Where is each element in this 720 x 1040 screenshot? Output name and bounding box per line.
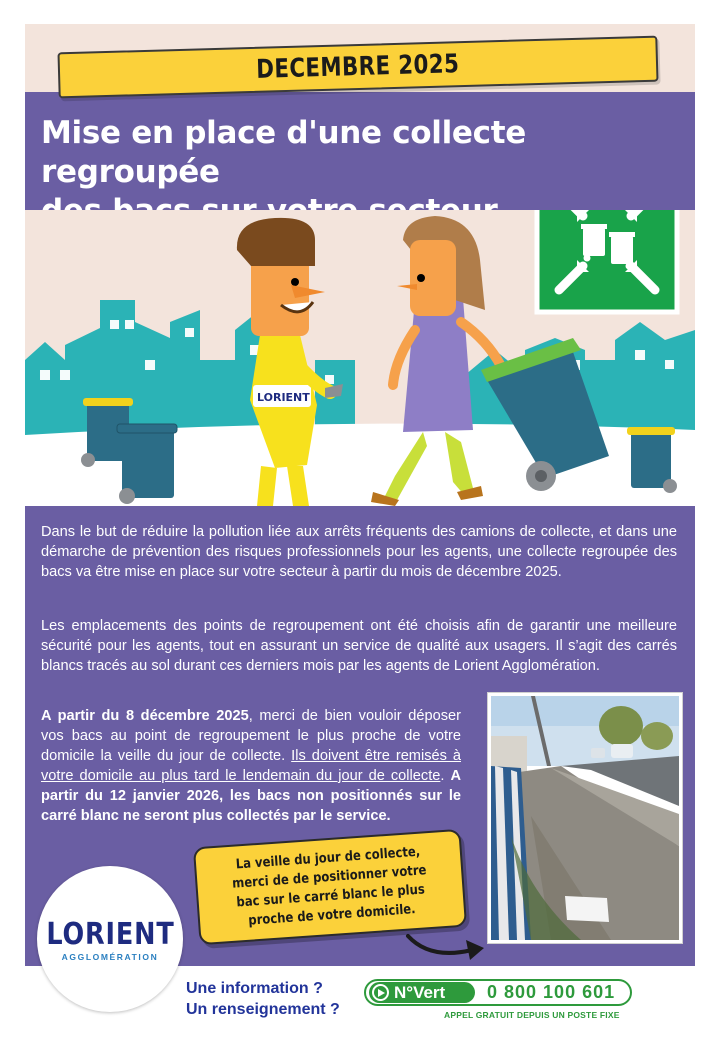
- gathering-point-sign-icon: [537, 210, 677, 312]
- phone-number: 0 800 100 601: [487, 982, 616, 1002]
- info-question-line1: Une information ?: [186, 980, 323, 997]
- intro-paragraph: Dans le but de réduire la pollution liée aux arrêts fréquents des camions de collecte, et dans une démarche de prévention des risques professionnels pour les agents, une collecte regroupée des bacs va être mise en place sur votre secteur à partir du mois de décembre 2025.: [41, 524, 677, 580]
- nvert-label: N°Vert: [394, 982, 446, 1002]
- deadline-warning-text: A partir du 12 janvier 2026, les bacs non positionnés sur le carré blanc ne seront plus collectés par le service.: [41, 768, 462, 824]
- vest-label: LORIENT: [257, 391, 310, 404]
- info-question-line2: Un renseignement ?: [186, 1001, 340, 1018]
- info-question: [186, 978, 340, 1020]
- reminder-callout-text: La veille du jour de collecte, merci de de positionner votre bac sur le carré blanc le plus proche de votre domicile.: [231, 843, 427, 929]
- play-icon: [372, 984, 389, 1001]
- separator-text: .: [440, 768, 451, 784]
- title-block: [25, 92, 695, 210]
- street-photo-image: [491, 696, 679, 940]
- street-photo: [487, 692, 683, 944]
- logo-name: LORIENT: [45, 916, 175, 952]
- reminder-callout: [193, 829, 467, 945]
- free-call-note: APPEL GRATUIT DEPUIS UN POSTE FIXE: [444, 1010, 620, 1020]
- illustration: [25, 210, 695, 506]
- nvert-badge: [369, 982, 475, 1003]
- waste-bin-icon: [627, 427, 677, 493]
- start-date-text: A partir du 8 décembre 2025: [41, 708, 249, 724]
- return-instruction-text: Ils doivent être remisés à votre domicile au plus tard le lendemain du jour de collecte: [41, 748, 461, 784]
- deposit-instruction-text: , merci de bien vouloir déposer vos bacs au point de regroupement le plus proche de votre domicile la veille du jour de collecte.: [41, 708, 461, 764]
- locations-paragraph: Les emplacements des points de regroupement ont été choisis afin de garantir une meilleure sécurité pour les agents, tout en assurant un service de qualité aux usagers. Il s’agit des carrés blancs tracés au sol durant ces derniers mois par les agents de Lorient Agglomération.: [41, 618, 677, 674]
- page-title: Mise en place d'une collecte regroupée: [41, 115, 526, 190]
- date-banner-label: DECEMBRE 2025: [256, 49, 460, 85]
- free-phone-number[interactable]: [364, 979, 632, 1006]
- lorient-logo: [37, 866, 183, 1012]
- logo-subtitle: AGGLOMÉRATION: [61, 951, 159, 962]
- dates-paragraph: [41, 706, 461, 826]
- waste-bin-icon: [117, 424, 177, 504]
- illustration-scene: [25, 210, 695, 506]
